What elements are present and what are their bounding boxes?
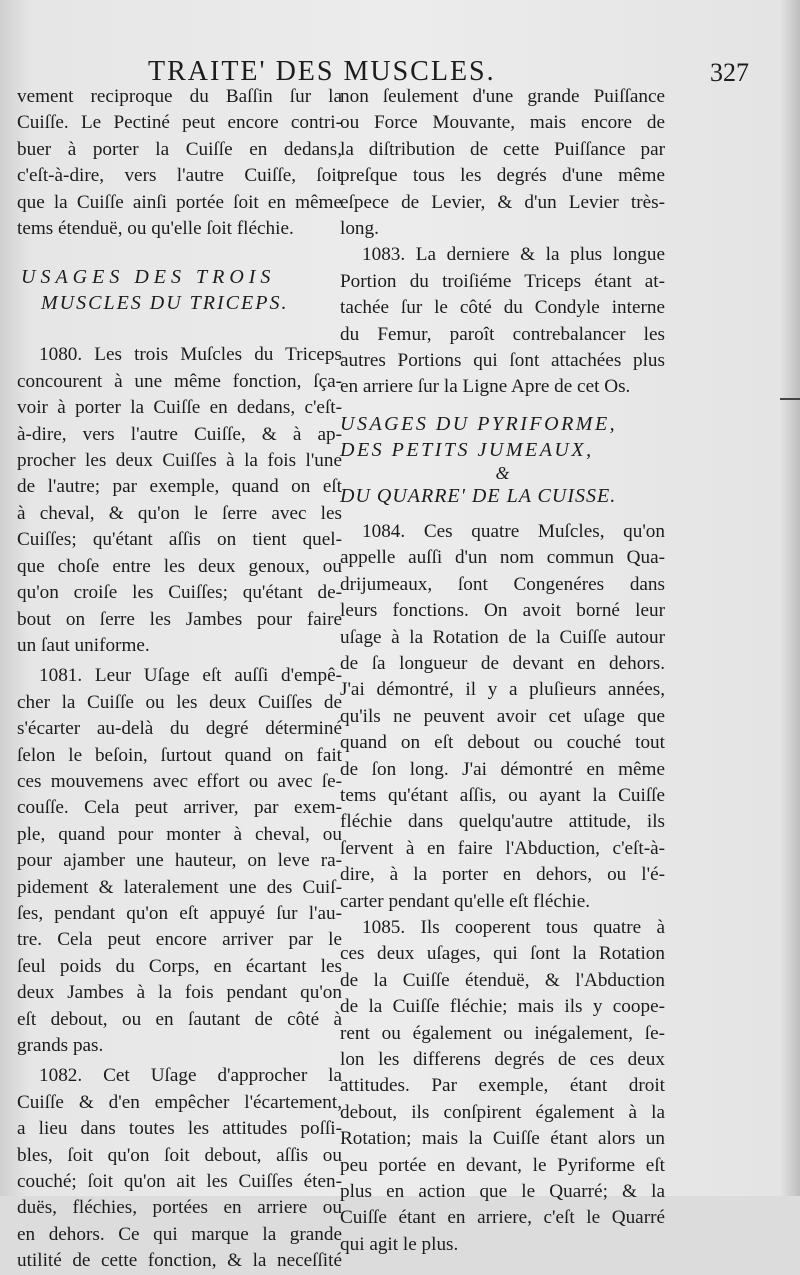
text-line: a lieu dans toutes les attitudes poſſi- (17, 1118, 342, 1140)
text-line: fléchie dans quelqu'autre attitude, ils (340, 811, 665, 833)
text-line: ces deux uſages, qui ſont la Rotation (340, 943, 665, 965)
section-heading-triceps (17, 264, 342, 316)
text-line: concourent à une même fonction, ſça- (17, 370, 342, 392)
text-line: ple, quand pour monter à cheval, ou (17, 823, 342, 845)
text-line: 1081. Leur Uſage eſt auſſi d'empê- (39, 665, 342, 687)
text-line: quand on eſt debout ou couché tout (340, 732, 665, 754)
paragraph-1080 (17, 342, 342, 659)
paragraph-1084 (340, 519, 665, 915)
text-line: Rotation; mais la Cuiſſe étant alors un (340, 1128, 665, 1150)
text-line: preſque tous les degrés d'une même (340, 165, 665, 187)
heading-line: DU QUARRE' DE LA CUISSE. (340, 484, 617, 507)
text-line: qu'on croiſe les Cuiſſes; qu'étant de- (17, 582, 342, 604)
text-line: de la Cuiſſe fléchie; mais ils y coope- (340, 996, 665, 1018)
text-line: couſſe. Cela peut arriver, par exem- (17, 797, 342, 819)
text-line: drijumeaux, ſont Congenéres dans (340, 573, 665, 595)
text-line: ou Force Mouvante, mais encore de (340, 112, 665, 134)
text-line: qui agit le plus. (340, 1233, 459, 1255)
heading-line: USAGES DES TROIS (21, 266, 276, 289)
text-line: tachée ſur le côté du Condyle interne (340, 297, 665, 319)
text-line: debout, ils conſpirent également à la (340, 1101, 665, 1123)
section-heading-pyriforme (340, 411, 665, 509)
heading-line: MUSCLES DU TRICEPS. (41, 292, 289, 315)
text-line: que la Cuiſſe ainſi portée ſoit en même (17, 191, 342, 213)
text-line: du Femur, paroît contrebalancer les (340, 323, 665, 345)
text-line: J'ai démontré, il y a pluſieurs années, (340, 679, 665, 701)
text-line: buer à porter la Cuiſſe en dedans, (17, 138, 342, 160)
text-line: vement reciproque du Baſſin ſur la (17, 86, 342, 107)
text-line: voir à porter la Cuiſſe en dedans, c'eſt- (17, 397, 342, 419)
text-line: plus en action que le Quarré; & la (340, 1181, 665, 1203)
paragraph-1082 (17, 1063, 342, 1274)
text-line: c'eſt-à-dire, vers l'autre Cuiſſe, ſoit (17, 165, 342, 187)
text-line: dire, à la porter en dehors, ou l'é- (340, 864, 665, 886)
text-line: attitudes. Par exemple, étant droit (340, 1075, 665, 1097)
right-column (340, 84, 665, 1258)
page-number: 327 (710, 58, 749, 87)
text-line: un ſaut uniforme. (17, 634, 150, 656)
text-line: rent ou également ou inégalement, ſe- (340, 1022, 665, 1044)
text-line: en arriere ſur la Ligne Apre de cet Os. (340, 376, 631, 398)
text-line: Cuiſſe étant en arriere, c'eſt le Quarré (340, 1207, 665, 1229)
text-line: ſeul poids du Corps, en écartant les (17, 955, 342, 977)
paragraph-1085 (340, 915, 665, 1258)
text-line: à cheval, & qu'on le ſerre avec les (17, 502, 342, 524)
continued-paragraph (340, 84, 665, 242)
text-line: cher la Cuiſſe ou les deux Cuiſſes de (17, 691, 342, 713)
text-line: 1082. Cet Uſage d'approcher la (39, 1065, 342, 1087)
text-line: la diſtribution de cette Puiſſance par (340, 138, 665, 160)
text-line: eſpece de Levier, & d'un Levier très- (340, 191, 665, 213)
text-line: appelle auſſi d'un nom commun Qua- (340, 547, 665, 569)
text-line: 1080. Les trois Muſcles du Triceps (39, 344, 342, 366)
margin-mark (780, 398, 800, 400)
text-line: de la Cuiſſe étenduë, & l'Abduction (340, 969, 665, 991)
text-line: procher les deux Cuiſſes à la fois l'une (17, 450, 342, 472)
text-line: ſervent à en faire l'Abduction, c'eſt-à- (340, 837, 665, 859)
heading-line: DES PETITS JUMEAUX, (340, 438, 594, 461)
text-line: Cuiſſe & d'en empêcher l'écartement, (17, 1091, 342, 1113)
text-line: à-dire, vers l'autre Cuiſſe, & à ap- (17, 423, 342, 445)
heading-ampersand: & (495, 462, 510, 483)
text-line: lon les differens degrés de ces deux (340, 1049, 665, 1070)
text-line: bout on ſerre les Jambes pour faire (17, 608, 342, 630)
text-line: grands pas. (17, 1035, 104, 1056)
text-line: tre. Cela peut encore arriver par le (17, 929, 342, 951)
text-line: autres Portions qui ſont attachées plus (340, 350, 665, 372)
text-line: Cuiſſe. Le Pectiné peut encore contri- (17, 112, 342, 134)
text-line: qu'ils ne peuvent avoir cet uſage que (340, 705, 665, 727)
paragraph-1081 (17, 663, 342, 1059)
text-line: non ſeulement d'une grande Puiſſance (340, 86, 665, 107)
text-line: deux Jambes à la fois pendant qu'on (17, 982, 342, 1004)
text-line: pidement & lateralement une des Cuiſ- (17, 876, 342, 898)
continued-paragraph (17, 84, 342, 242)
text-line: uſage à la Rotation de la Cuiſſe autour (340, 626, 665, 648)
paragraph-1083 (340, 242, 665, 400)
text-line: Cuiſſes; qu'étant aſſis on tient quel- (17, 529, 342, 551)
text-line: bles, ſoit qu'on ſoit debout, aſſis ou (17, 1144, 342, 1166)
text-line: tems étenduë, ou qu'elle ſoit fléchie. (17, 218, 294, 240)
text-line: Portion du troiſiéme Triceps étant at- (340, 270, 665, 292)
text-line: que choſe entre les deux genoux, ou (17, 555, 342, 577)
text-line: 1084. Ces quatre Muſcles, qu'on (362, 520, 665, 542)
text-line: ſelon le beſoin, ſurtout quand on fait (17, 744, 342, 766)
text-line: s'écarter au-delà du degré déterminé (17, 718, 342, 740)
text-line: 1085. Ils cooperent tous quatre à (362, 916, 665, 938)
text-line: de ſon long. J'ai démontré en même (340, 758, 665, 780)
text-line: ſes, pendant qu'on eſt appuyé ſur l'au- (17, 902, 342, 924)
heading-line: USAGES DU PYRIFORME, (340, 412, 618, 435)
text-line: duës, fléchies, portées en arriere ou (17, 1197, 342, 1219)
text-line: ces mouvemens avec effort ou avec ſe- (17, 770, 342, 792)
text-line: tems qu'étant aſſis, ou ayant la Cuiſſe (340, 784, 665, 806)
text-line: eſt debout, ou en ſautant de côté à (17, 1008, 342, 1030)
text-line: utilité de cette fonction, & la neceſſité (17, 1250, 342, 1272)
text-line: de ſa longueur de devant en dehors. (340, 652, 665, 674)
text-line: 1083. La derniere & la plus longue (362, 244, 665, 266)
text-line: couché; ſoit qu'on ait les Cuiſſes éten- (17, 1171, 342, 1193)
text-line: long. (340, 218, 379, 240)
text-line: leurs fonctions. On avoit borné leur (340, 600, 665, 622)
text-line: en dehors. Ce qui marque la grande (17, 1223, 342, 1245)
text-line: carter pendant qu'elle eſt fléchie. (340, 890, 591, 912)
running-title: TRAITE' DES MUSCLES. (148, 56, 496, 87)
text-line: de l'autre; par exemple, quand on eſt (17, 476, 342, 498)
left-column (17, 84, 342, 1275)
text-line: pour ajamber une hauteur, on leve ra- (17, 850, 342, 872)
text-line: peu portée en devant, le Pyriforme eſt (340, 1154, 665, 1176)
